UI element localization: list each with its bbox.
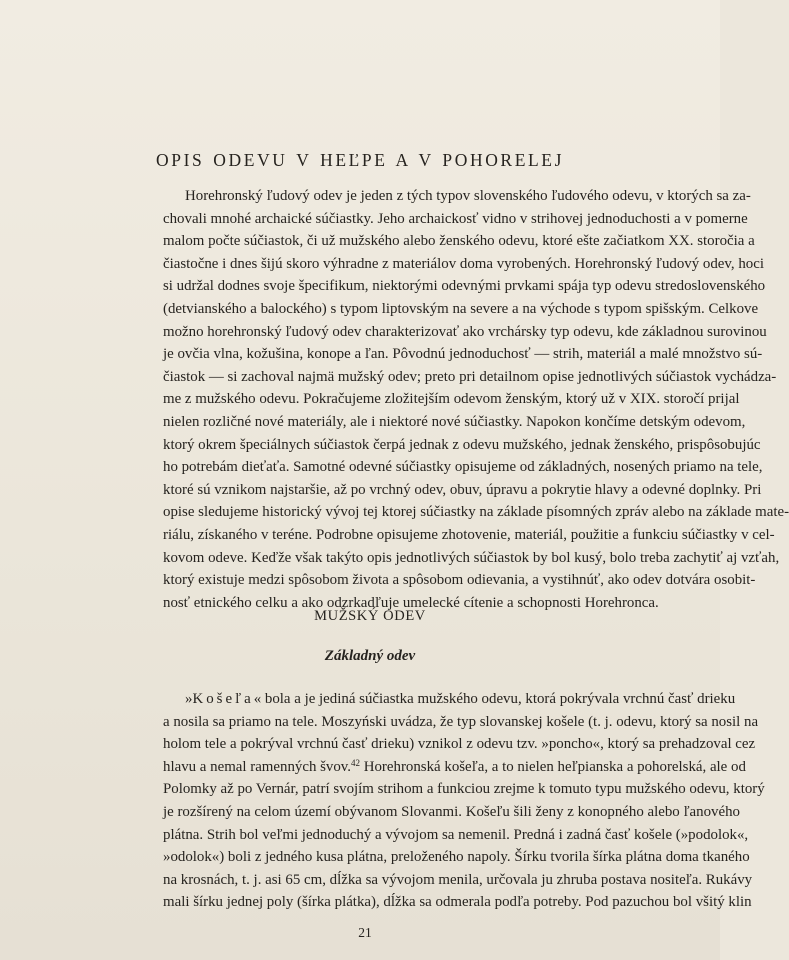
text-line: si udržal dodnes svoje špecifikum, niektorými odevnými prvkami spája typ odevu stredoslovenského <box>163 278 766 295</box>
intro-paragraph <box>163 185 789 614</box>
line-rest: Horehronská košeľa, a to nielen heľpianska a pohorelská, ale od <box>360 758 746 775</box>
text-line: me z mužského odevu. Pokračujeme zložitejším odevom ženským, ktorý už v XIX. storočí prijal <box>163 391 740 408</box>
text-line: malom počte súčiastok, či už mužského alebo ženského odevu, ktoré ešte začiatkom XX. storočia a <box>163 233 755 250</box>
text-line: Horehronský ľudový odev je jeden z tých typov slovenského ľudového odevu, v ktorých sa za- <box>185 188 751 204</box>
text-line: na krosnách, t. j. asi 65 cm, dĺžka sa vývojom menila, určovala ju zhruba postava nositeľa. Rukávy <box>163 871 753 888</box>
text-line: a nosila sa priamo na tele. Moszyński uvádza, že typ slovanskej košele (t. j. odevu, ktorý sa nosil na <box>163 713 759 730</box>
text-line <box>163 688 736 711</box>
text-line: čiastočne i dnes šijú skoro výhradne z materiálov doma vyrobených. Horehronský ľudový odev, hoci <box>163 255 764 272</box>
text-line: je ovčia vlna, kožušina, konope a ľan. Pôvodnú jednoduchosť — strih, materiál a malé množstvo sú- <box>163 346 763 363</box>
footnote-marker: 42 <box>351 757 361 768</box>
text-line: kovom odeve. Keďže však takýto opis jednotlivých súčiastok by bol kusý, bolo treba zachytiť aj vzťah, <box>163 549 780 566</box>
text-line: čiastok — si zachoval najmä mužský odev; preto pri detailnom opise jednotlivých súčiastok vychádza- <box>163 368 777 385</box>
text-line: holom tele a pokrýval vrchnú časť drieku) vznikol z odevu tzv. »poncho«, ktorý sa prehadzoval cez <box>163 736 756 753</box>
text-line: mali šírku jednej poly (šírka plátka), dĺžka sa odmerala podľa potreby. Pod pazuchou bol všitý klin <box>163 894 752 911</box>
line-start: hlavu a nemal ramenných švov. <box>163 758 352 775</box>
text-line: možno horehronský ľudový odev charakterizovať ako vrchársky typ odevu, kde základnou surovinou <box>163 323 767 340</box>
text-line: plátna. Strih bol veľmi jednoduchý a vývojom sa nemenil. Predná i zadná časť košele (»podolok«, <box>163 826 749 843</box>
subsection-heading: Základný odev <box>324 648 416 664</box>
spaced-term: Košeľa <box>192 691 254 707</box>
line-rest: « bola a je jediná súčiastka mužského odevu, ktorá pokrývala vrchnú časť drieku <box>253 691 736 707</box>
text-line <box>163 756 746 779</box>
text-line: nosť etnického celku a ako odzrkadľuje umelecké cítenie a schopnosti Horehronca. <box>163 594 659 611</box>
text-line: ktorý existuje medzi spôsobom života a spôsobom odievania, a vystihnúť, ako odev dotvára osobit- <box>163 572 756 589</box>
page-number: 21 <box>358 925 372 940</box>
chapter-title: OPIS ODEVU V HEĽPE A V POHORELEJ <box>156 150 564 170</box>
text-line: riálu, získaného v teréne. Podrobne opisujeme zhotovenie, materiál, použitie a funkciu súčiastky v cel- <box>163 526 775 543</box>
text-line: nielen rozličné nové materiály, ale i niektoré nové súčiastky. Napokon končíme detským odevom, <box>163 413 746 430</box>
text-line: ho potrebám dieťaťa. Samotné odevné súčiastky opisujeme od základných, nosených priamo na tele, <box>163 459 763 476</box>
text-line: Polomky až po Vernár, patrí svojím strihom a funkciou zrejme k tomuto typu mužského odevu, ktorý <box>163 781 765 798</box>
text-line: (detvianského a balockého) s typom liptovským na severe a na východe s typom spišským. Celkove <box>163 300 759 317</box>
text-line: opise sledujeme historický vývoj tej ktorej súčiastky na základe písomných zpráv alebo na základe mate- <box>163 504 789 521</box>
section-heading: MUŽSKÝ ODEV <box>314 608 426 624</box>
opening-quote: » <box>185 691 193 707</box>
text-line: chovali mnohé archaické súčiastky. Jeho archaickosť vidno v strihovej jednoduchosti a v pomerne <box>163 210 748 227</box>
text-line: je rozšírený na celom území obývanom Slovanmi. Košeľu šili ženy z konopného alebo ľanového <box>163 803 740 820</box>
text-line: ktorý okrem špeciálnych súčiastok čerpá jednak z odevu mužského, jednak ženského, prispôsobujúc <box>163 436 761 453</box>
text-line: »odolok«) boli z jedného kusa plátna, preloženého napoly. Šírku tvorila šírka plátna doma tkaného <box>163 849 750 866</box>
text-line: ktoré sú vznikom najstaršie, až po vrchný odev, obuv, úpravu a pokrytie hlavy a odevné doplnky. Pri <box>163 481 762 498</box>
body-paragraph <box>163 688 765 914</box>
